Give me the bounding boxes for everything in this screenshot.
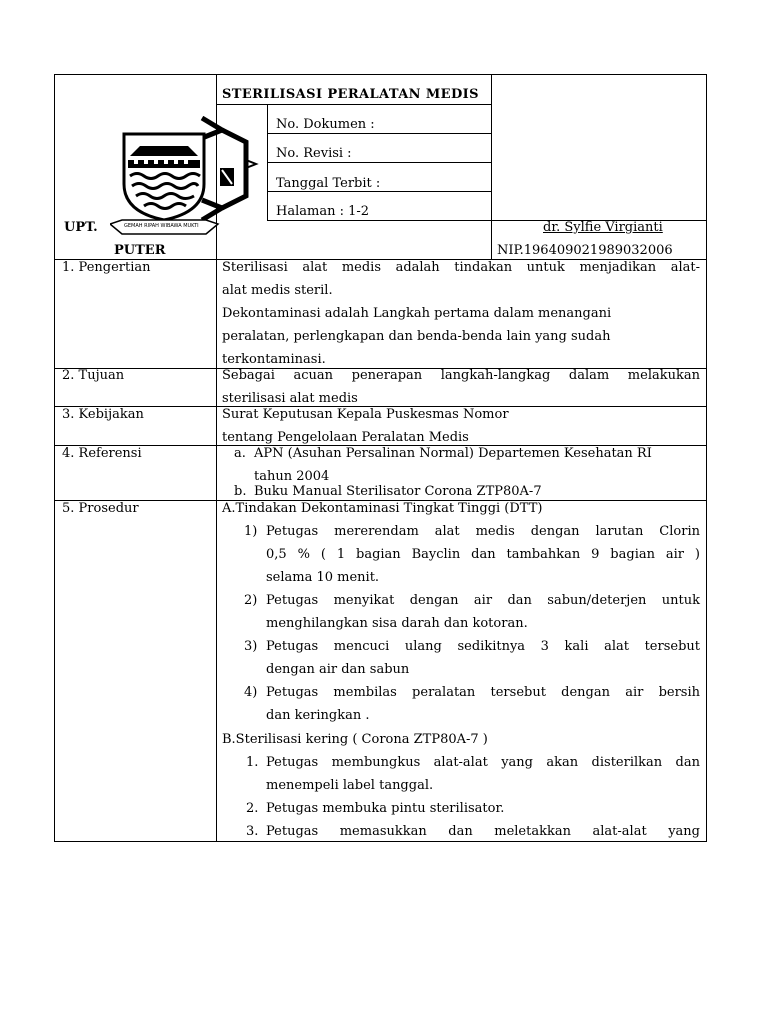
prosedur-step-text: 0,5 % ( 1 bagian Bayclin dan tambahkan 9 bagian air ) (266, 547, 700, 562)
prosedur-step-marker: 2. (246, 801, 259, 816)
pengertian-line: peralatan, perlengkapan dan benda-benda lain yang sudah (222, 329, 611, 344)
tujuan-line: sterilisasi alat medis (222, 391, 358, 406)
organization-name-line2: PUTER (114, 243, 166, 258)
pengertian-line: alat medis steril. (222, 283, 333, 298)
prosedur-part-b-heading: B.Sterilisasi kering ( Corona ZTP80A-7 ) (222, 732, 488, 747)
prosedur-part-a-heading: A.Tindakan Dekontaminasi Tingkat Tinggi (DTT) (222, 501, 543, 516)
prosedur-step-text: menghilangkan sisa darah dan kotoran. (266, 616, 528, 631)
prosedur-step-text: selama 10 menit. (266, 570, 380, 585)
section-label-kebijakan: 3. Kebijakan (62, 407, 144, 422)
signatory-nip: NIP.196409021989032006 (497, 243, 673, 258)
issue-date-field: Tanggal Terbit : (276, 176, 381, 191)
pengertian-line: Dekontaminasi adalah Langkah pertama dalam menangani (222, 306, 612, 321)
referensi-item-a-text-cont: tahun 2004 (254, 469, 330, 484)
referensi-item-a-text: APN (Asuhan Persalinan Normal) Departemen Kesehatan RI (254, 446, 652, 461)
prosedur-step-marker: 3. (246, 824, 259, 839)
header-divider-info-column (491, 74, 492, 260)
prosedur-step-text: dan keringkan . (266, 708, 370, 723)
organization-name-line1: UPT. (64, 220, 98, 235)
section-label-tujuan: 2. Tujuan (62, 368, 125, 383)
referensi-item-b-text: Buku Manual Sterilisator Corona ZTP80A-7 (254, 484, 542, 499)
logo-motto-text: GEMAH RIPAH WIBAWA MUKTI (124, 223, 199, 229)
header-field-rule-1 (267, 133, 492, 134)
pengertian-line: Sterilisasi alat medis adalah tindakan untuk menjadikan alat- (222, 260, 700, 275)
tujuan-line: Sebagai acuan penerapan langkah-langkag dalam melakukan (222, 368, 700, 383)
header-title-underline (216, 104, 492, 105)
referensi-item-b-marker: b. (234, 484, 247, 499)
section-label-referensi: 4. Referensi (62, 446, 142, 461)
organization-logo (110, 116, 266, 246)
header-field-rule-2 (267, 162, 492, 163)
prosedur-step-marker: 3) (244, 639, 258, 654)
kebijakan-line: Surat Keputusan Kepala Puskesmas Nomor (222, 407, 509, 422)
kebijakan-line: tentang Pengelolaan Peralatan Medis (222, 430, 469, 445)
table-border-right (706, 74, 707, 842)
referensi-item-a-marker: a. (234, 446, 246, 461)
prosedur-step-text: Petugas menyikat dengan air dan sabun/deterjen untuk (266, 593, 700, 608)
prosedur-step-text: Petugas mererendam alat medis dengan larutan Clorin (266, 524, 700, 539)
prosedur-step-marker: 2) (244, 593, 258, 608)
table-border-left (54, 74, 55, 842)
prosedur-step-marker: 4) (244, 685, 258, 700)
prosedur-step-marker: 1) (244, 524, 258, 539)
signatory-name: dr. Sylfie Virgianti (543, 220, 663, 235)
prosedur-step-text: Petugas memasukkan dan meletakkan alat-alat yang (266, 824, 700, 839)
doc-number-field: No. Dokumen : (276, 117, 375, 132)
page-field: Halaman : 1-2 (276, 204, 370, 219)
prosedur-step-marker: 1. (246, 755, 259, 770)
pengertian-line: terkontaminasi. (222, 352, 326, 367)
section-label-prosedur: 5. Prosedur (62, 501, 139, 516)
document-title: STERILISASI PERALATAN MEDIS (222, 87, 479, 102)
prosedur-step-text: menempeli label tanggal. (266, 778, 434, 793)
table-border-top (54, 74, 707, 75)
prosedur-step-text: Petugas mencuci ulang sedikitnya 3 kali alat tersebut (266, 639, 700, 654)
prosedur-step-text: Petugas membilas peralatan tersebut dengan air bersih (266, 685, 700, 700)
header-field-rule-3 (267, 191, 492, 192)
section-label-pengertian: 1. Pengertian (62, 260, 151, 275)
header-divider-fields (267, 105, 268, 221)
prosedur-step-text: Petugas membungkus alat-alat yang akan disterilkan dan (266, 755, 700, 770)
revision-field: No. Revisi : (276, 146, 352, 161)
prosedur-step-text: dengan air dan sabun (266, 662, 410, 677)
prosedur-step-text: Petugas membuka pintu sterilisator. (266, 801, 505, 816)
table-border-bottom (54, 841, 707, 842)
